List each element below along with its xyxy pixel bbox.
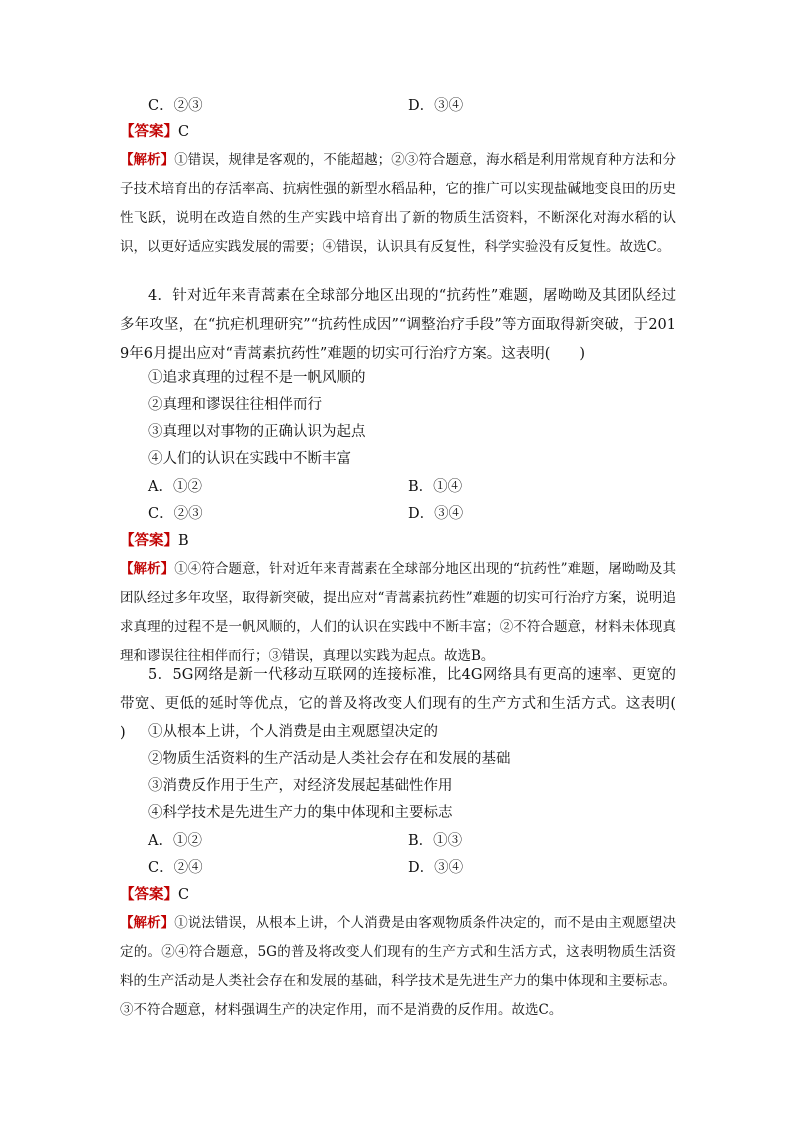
q5-analysis	[120, 909, 676, 1025]
q4-option-b: B．①④	[408, 479, 463, 495]
q3-answer	[120, 122, 189, 142]
answer-value: C	[178, 124, 190, 140]
analysis-label: 【解析】	[120, 152, 175, 168]
q4-option-c: C．②③	[148, 506, 203, 522]
q4-option-a: A．①②	[148, 479, 202, 495]
q5-item-3: ③消费反作用于生产，对经济发展起基础性作用	[148, 778, 453, 794]
analysis-label: 【解析】	[120, 915, 175, 931]
q5-item-4: ④科学技术是先进生产力的集中体现和主要标志	[148, 805, 453, 821]
q3-option-d: D．③④	[408, 98, 464, 114]
q4-analysis	[120, 555, 676, 671]
q5-stem: 5．5G网络是新一代移动互联网的连接标准，比4G网络具有更高的速率、更宽的带宽、更低的延时等优点，它的普及将改变人们现有的生产方式和生活方式。这表明( )	[120, 667, 705, 741]
q4-item-2: ②真理和谬误往往相伴而行	[148, 397, 322, 413]
answer-value: B	[178, 533, 189, 549]
q4-answer	[120, 531, 189, 551]
q5-option-c: C．②④	[148, 860, 203, 876]
q4-stem: 4．针对近年来青蒿素在全球部分地区出现的“抗药性”难题，屠呦呦及其团队经过多年攻坚，在“抗疟机理研究”“抗药性成因”“调整治疗手段”等方面取得新突破，于2019年6月提出应对“青蒿素抗药性”难题的切实可行治疗方案。这表明( )	[120, 288, 676, 362]
q5-option-a: A．①②	[148, 833, 202, 849]
q4-item-1: ①追求真理的过程不是一帆风顺的	[148, 370, 366, 386]
q5-item-1: ①从根本上讲，个人消费是由主观愿望决定的	[148, 724, 438, 740]
answer-label: 【答案】	[120, 532, 178, 549]
q5-option-d: D．③④	[408, 860, 464, 876]
analysis-text: ①④符合题意，针对近年来青蒿素在全球部分地区出现的“抗药性”难题，屠呦呦及其团队经过多年攻坚，取得新突破，提出应对“青蒿素抗药性”难题的切实可行治疗方案，说明追求真理的过程不是一帆风顺的，人们的认识在实践中不断丰富；②不符合题意，材料未体现真理和谬误往往相伴而行；③错误，真理以实践为起点。故选B。	[120, 561, 676, 664]
q5-item-2: ②物质生活资料的生产活动是人类社会存在和发展的基础	[148, 751, 511, 767]
q5-option-b: B．①③	[408, 833, 463, 849]
q3-analysis	[120, 146, 676, 262]
answer-value: C	[178, 887, 190, 903]
q4-item-3: ③真理以对事物的正确认识为起点	[148, 424, 366, 440]
analysis-label: 【解析】	[120, 561, 175, 577]
analysis-text: ①说法错误，从根本上讲，个人消费是由客观物质条件决定的，而不是由主观愿望决定的。②④符合题意，5G的普及将改变人们现有的生产方式和生活方式，这表明物质生活资料的生产活动是人类社会存在和发展的基础，科学技术是先进生产力的集中体现和主要标志。③不符合题意，材料强调生产的决定作用，而不是消费的反作用。故选C。	[120, 915, 676, 1018]
q4-item-4: ④人们的认识在实践中不断丰富	[148, 451, 351, 467]
analysis-text: ①错误，规律是客观的，不能超越；②③符合题意，海水稻是利用常规育种方法和分子技术培育出的存活率高、抗病性强的新型水稻品种，它的推广可以实现盐碱地变良田的历史性飞跃，说明在改造自然的生产实践中培育出了新的物质生活资料，不断深化对海水稻的认识，以更好适应实践发展的需要；④错误，认识具有反复性，科学实验没有反复性。故选C。	[120, 152, 676, 255]
q5-answer	[120, 885, 189, 905]
answer-label: 【答案】	[120, 886, 178, 903]
q4-option-d: D．③④	[408, 506, 464, 522]
q3-option-c: C．②③	[148, 98, 203, 114]
answer-label: 【答案】	[120, 123, 178, 140]
